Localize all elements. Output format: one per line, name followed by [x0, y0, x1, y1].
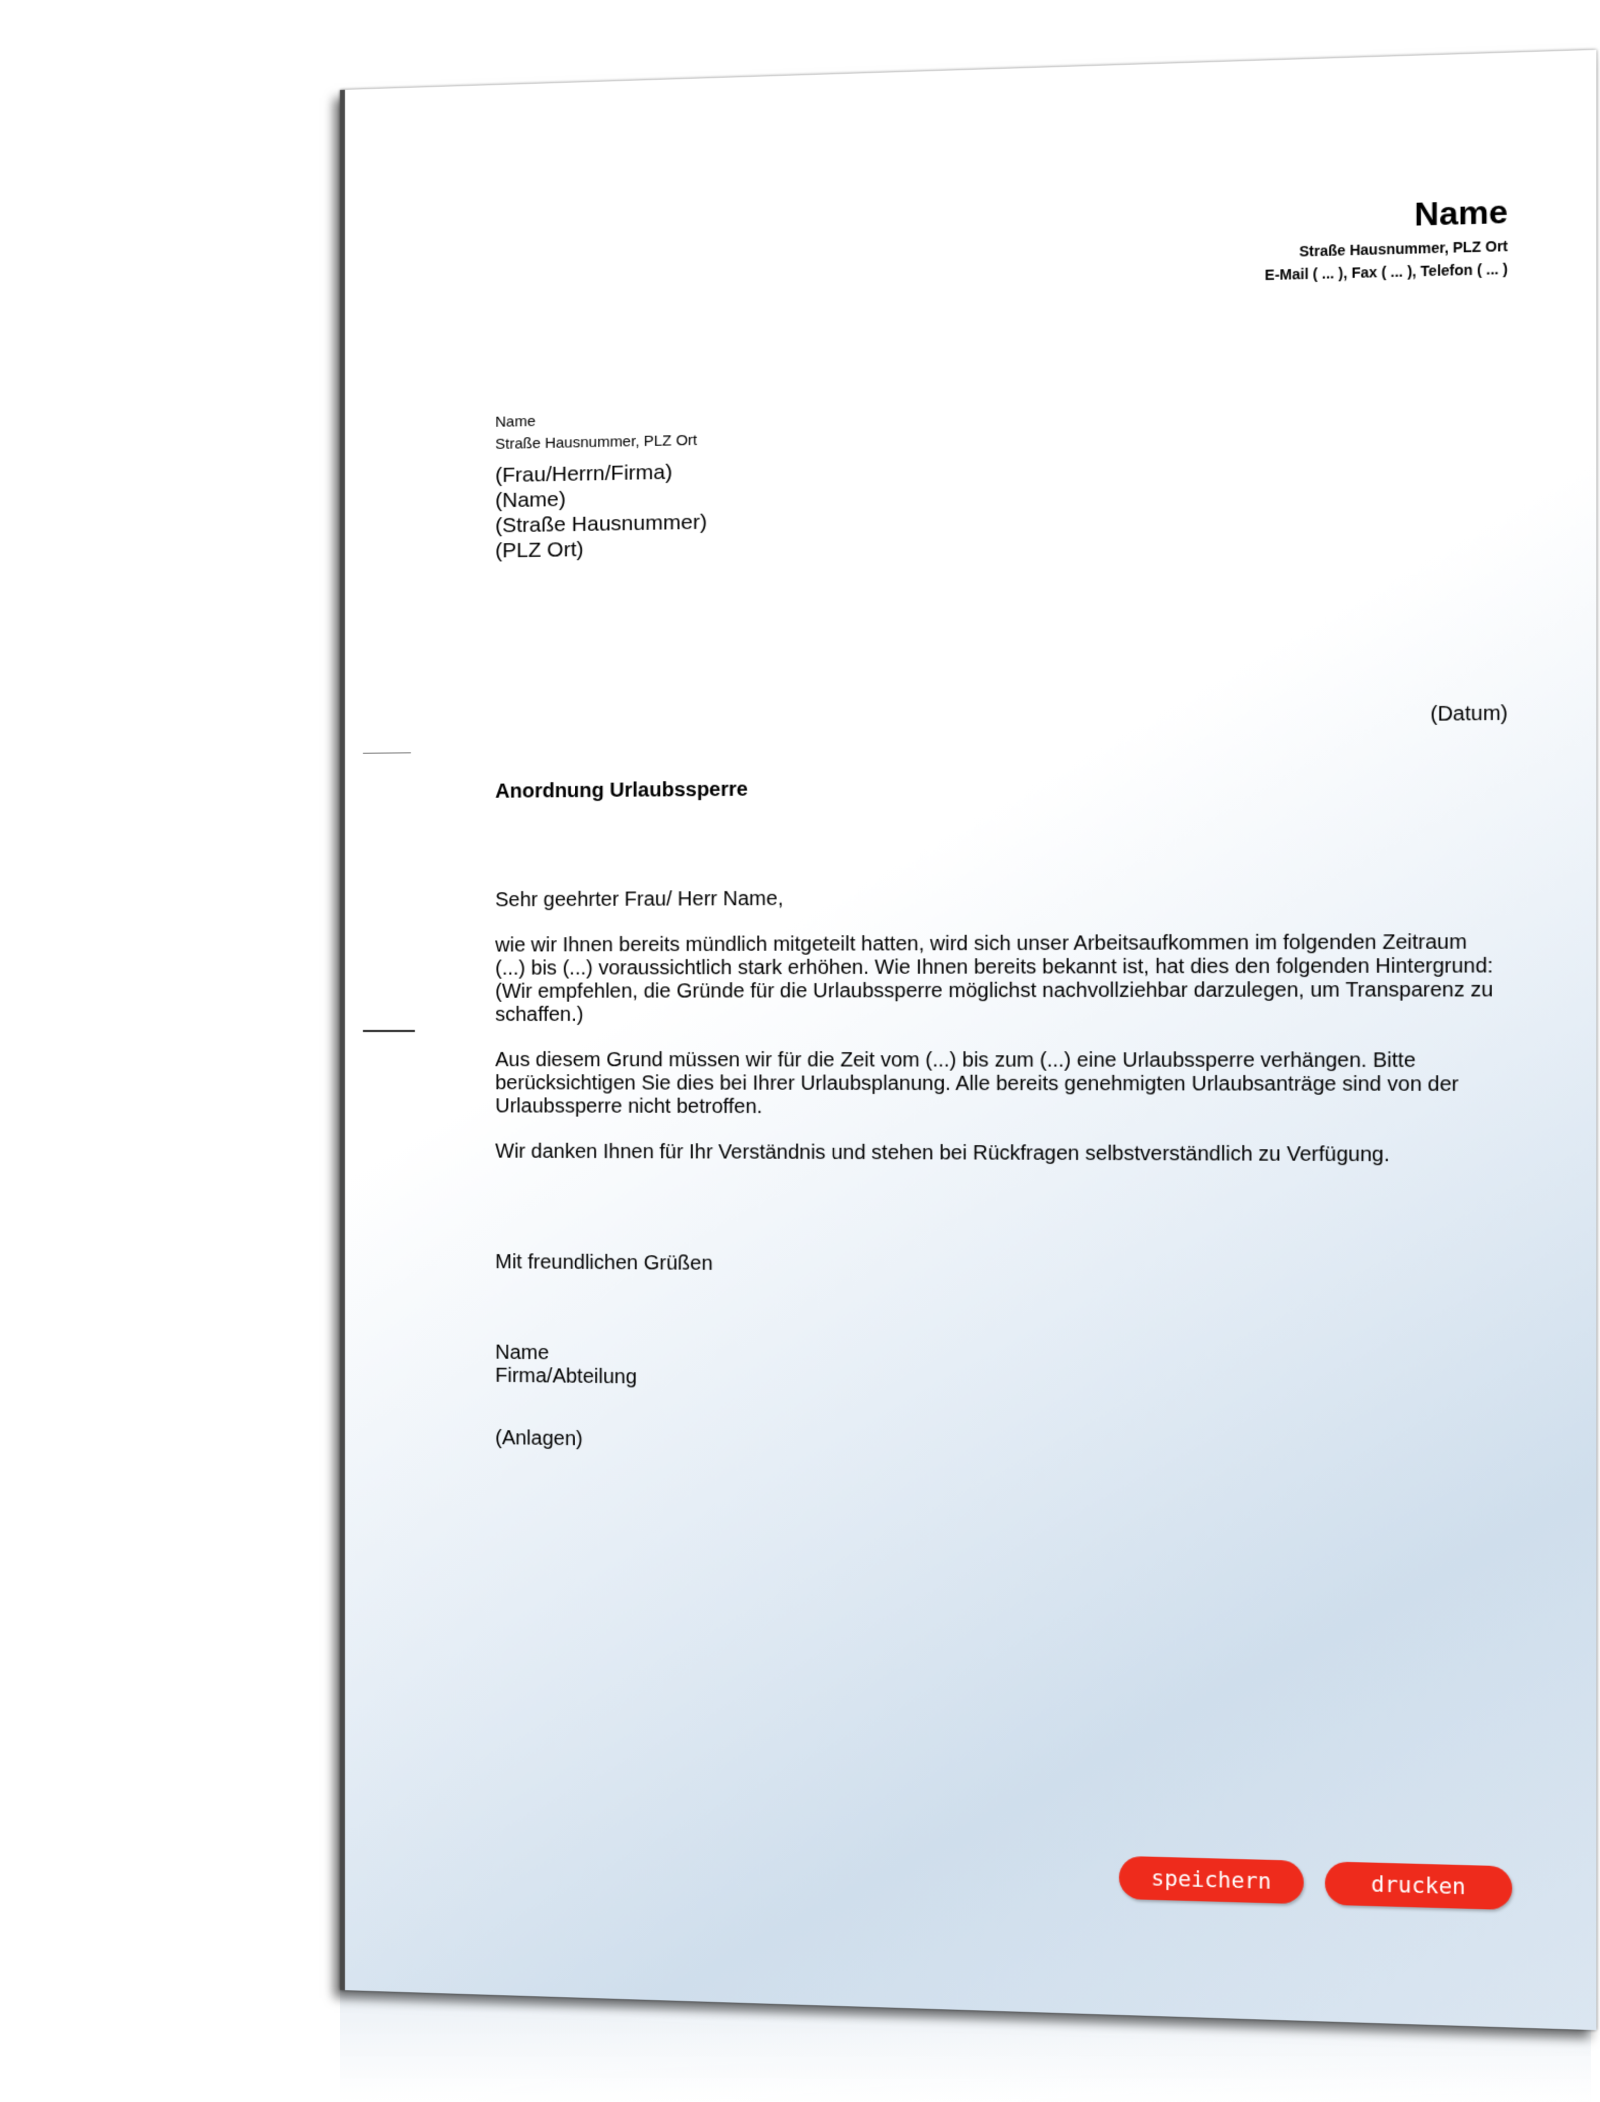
recipient-line: (Frau/Herrn/Firma): [495, 460, 673, 488]
body-paragraph: Wir danken Ihnen für Ihr Verständnis und stehen bei Rückfragen selbstverständlich zu Verfügung.: [495, 1140, 1390, 1167]
return-address-street: Straße Hausnummer, PLZ Ort: [495, 431, 698, 453]
signature-department: Firma/Abteilung: [495, 1364, 637, 1389]
salutation: Sehr geehrter Frau/ Herr Name,: [495, 887, 784, 912]
letter-page-wrapper: [340, 50, 1591, 2030]
body-paragraph: wie wir Ihnen bereits mündlich mitgeteilt hatten, wird sich unser Arbeitsaufkommen im folgenden Zeitraum (...) bis (...) voraussichtlich stark erhöhen. Wie Ihnen bereits bekannt ist, hat dies den folgenden Hintergrund: (Wir empfehlen, die Gründe für die Urlaubssperre möglichst nachvollziehbar darzulegen, um Transparenz zu schaffen.): [495, 931, 1494, 1026]
sender-name: Name: [1414, 192, 1508, 233]
recipient-address: [495, 459, 707, 564]
return-address: [495, 407, 697, 455]
attachments-note: (Anlagen): [495, 1427, 583, 1451]
signature-name: Name: [495, 1341, 550, 1365]
recipient-line: (Name): [495, 487, 566, 513]
letter-date: (Datum): [1430, 702, 1508, 726]
closing-phrase: Mit freundlichen Grüßen: [495, 1251, 713, 1275]
letter-page: [340, 50, 1596, 2030]
return-address-name: Name: [495, 412, 536, 431]
recipient-line: (PLZ Ort): [495, 537, 584, 563]
sender-block: [1265, 193, 1508, 283]
signature-block: [495, 1342, 637, 1390]
print-button[interactable]: drucken: [1325, 1861, 1512, 1910]
recipient-line: (Straße Hausnummer): [495, 510, 707, 538]
sender-address: Straße Hausnummer, PLZ Ort: [1299, 237, 1508, 260]
save-button[interactable]: speichern: [1119, 1856, 1304, 1904]
fold-mark: [363, 752, 411, 753]
body-paragraph: Aus diesem Grund müssen wir für die Zeit vom (...) bis zum (...) eine Urlaubssperre verhängen. Bitte berücksichtigen Sie dies bei Ihrer Urlaubsplanung. Alle bereits genehmigten Urlaubsanträge sind von der Urlaubssperre nicht betroffen.: [495, 1049, 1459, 1119]
sender-contact: E-Mail ( ... ), Fax ( ... ), Telefon ( ... ): [1264, 260, 1508, 284]
letter-body: [495, 884, 1494, 1168]
punch-mark: [363, 1030, 415, 1032]
letter-subject: Anordnung Urlaubssperre: [495, 778, 748, 803]
